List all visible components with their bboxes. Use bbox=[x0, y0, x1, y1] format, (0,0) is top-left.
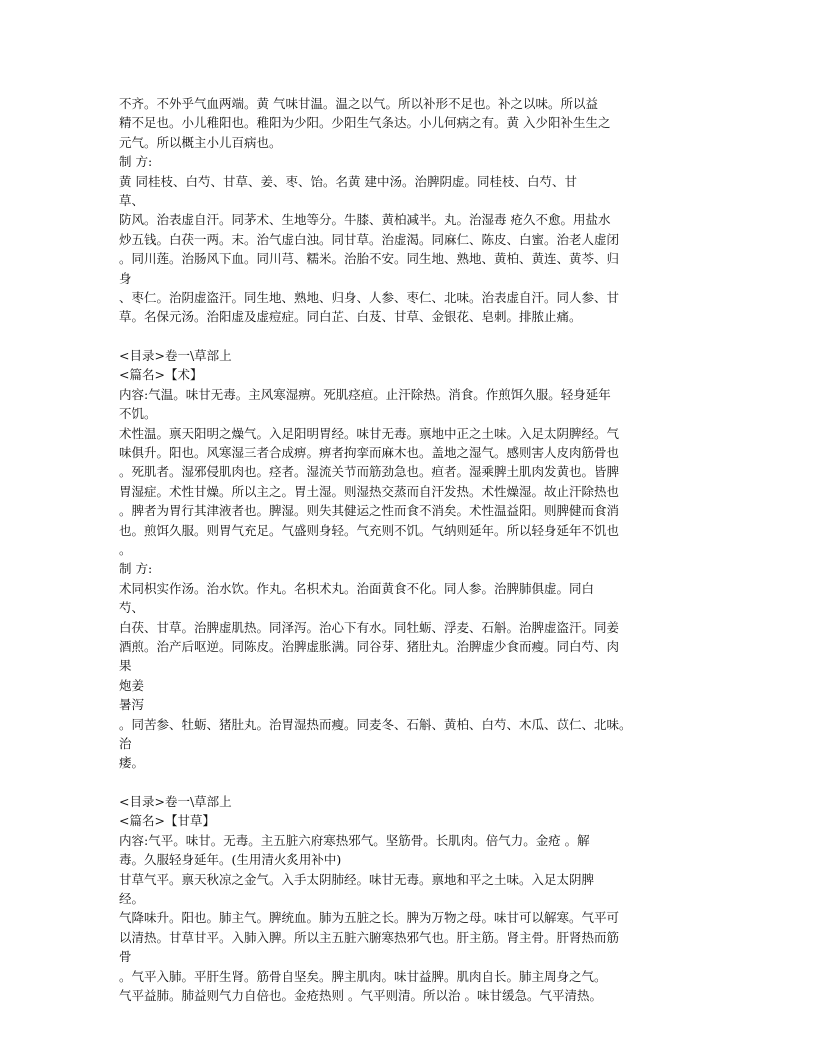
text-line: 精不足也。小儿稚阳也。稚阳为少阳。少阳生气条达。小儿何病之有。黄 入少阳补生生之 bbox=[119, 115, 611, 131]
section-heading bbox=[119, 346, 699, 385]
text-line: 。气平入肺。平肝生肾。筋骨自坚矣。脾主肌肉。味甘益脾。肌肉自长。肺主周身之气。 bbox=[119, 968, 607, 984]
section-intro bbox=[119, 94, 699, 327]
text-line: 治 bbox=[119, 735, 132, 751]
blank-line bbox=[119, 327, 699, 346]
text-line: 气平益肺。肺益则气力自倍也。金疮热则 。气平则清。所以治 。味甘缓急。气平清热。 bbox=[119, 987, 602, 1003]
text-line: 。 bbox=[119, 541, 132, 557]
text-line: 骨 bbox=[119, 949, 132, 965]
text-line: 炒五钱。白茯一两。末。治气虚白浊。同甘草。治虚渴。同麻仁、陈皮、白蜜。治老人虚闭 bbox=[119, 231, 620, 247]
text-line: 术性温。禀天阳明之燥气。入足阳明胃经。味甘无毒。禀地中正之土味。入足太阴脾经。气 bbox=[119, 425, 620, 441]
text-line: 也。煎饵久服。则胃气充足。气盛则身轻。气充则不饥。气纳则延年。所以轻身延年不饥也 bbox=[119, 522, 620, 538]
text-line: 。死肌者。湿邪侵肌肉也。痉者。湿流关节而筋劲急也。疸者。湿乘脾土肌肉发黄也。皆脾 bbox=[119, 464, 620, 480]
text-line: 草。名保元汤。治阳虚及虚痘症。同白芷、白芨、甘草、金银花、皂刺。排脓止痛。 bbox=[119, 309, 582, 325]
text-line: 毒。久服轻身延年。(生用清火炙用补中) bbox=[119, 852, 342, 868]
text-line: 不饥。 bbox=[119, 406, 157, 422]
heading-line: <篇名>【术】 bbox=[119, 367, 203, 383]
text-line: 痿。 bbox=[119, 755, 145, 771]
text-line: 气降味升。阳也。肺主气。脾统血。肺为五脏之长。脾为万物之母。味甘可以解寒。气平可 bbox=[119, 910, 620, 926]
section-body bbox=[119, 385, 699, 773]
text-line: 经。 bbox=[119, 891, 145, 907]
heading-line: <目录>卷一\草部上 bbox=[119, 794, 232, 810]
text-line: 元气。所以概主小儿百病也。 bbox=[119, 134, 282, 150]
text-line: 胃湿症。术性甘燥。所以主之。胃土湿。则湿热交蒸而自汗发热。术性燥湿。故止汗除热也 bbox=[119, 483, 620, 499]
text-line: 术同枳实作汤。治水饮。作丸。名枳术丸。治面黄食不化。同人参。治脾肺俱虚。同白 bbox=[119, 580, 595, 596]
text-line: 果 bbox=[119, 658, 132, 674]
text-line: 炮姜 bbox=[119, 677, 145, 693]
text-line: 白茯、甘草。治脾虚肌热。同泽泻。治心下有水。同牡蛎、浮麦、石斛。治脾虚盗汗。同姜 bbox=[119, 619, 620, 635]
text-line: 。同川莲。治肠风下血。同川芎、糯米。治胎不安。同生地、熟地、黄柏、黄连、黄芩、归 bbox=[119, 251, 620, 267]
blank-line bbox=[119, 773, 699, 792]
heading-line: <篇名>【甘草】 bbox=[119, 813, 215, 829]
text-line: 。脾者为胃行其津液者也。脾湿。则失其健运之性而食不消矣。术性温益阳。则脾健而食消 bbox=[119, 503, 620, 519]
text-line: 防风。治表虚自汗。同茅术、生地等分。牛膝、黄柏减半。丸。治湿毒 疮久不愈。用盐水 bbox=[119, 212, 611, 228]
text-line: 内容:气温。味甘无毒。主风寒湿痹。死肌痉疸。止汗除热。消食。作煎饵久服。轻身延年 bbox=[119, 386, 611, 402]
text-line: 。同苦参、牡蛎、猪肚丸。治胃湿热而瘦。同麦冬、石斛、黄柏、白芍、木瓜、苡仁、北味。 bbox=[119, 716, 632, 732]
text-line: 酒煎。治产后呕逆。同陈皮。治脾虚胀满。同谷芽、猪肚丸。治脾虚少食而瘦。同白芍、肉 bbox=[119, 638, 620, 654]
section-heading bbox=[119, 792, 699, 831]
text-line: 、枣仁。治阴虚盗汗。同生地、熟地、归身、人参、枣仁、北味。治表虚自汗。同人参、甘 bbox=[119, 289, 620, 305]
text-line: 制 方: bbox=[119, 154, 153, 170]
text-line: 黄 同桂枝、白芍、甘草、姜、枣、饴。名黄 建中汤。治脾阴虚。同桂枝、白芍、甘 bbox=[119, 173, 577, 189]
text-line: 暑泻 bbox=[119, 697, 145, 713]
text-line: 甘草气平。禀天秋凉之金气。入手太阴肺经。味甘无毒。禀地和平之土味。入足太阴脾 bbox=[119, 871, 595, 887]
text-line: 芍、 bbox=[119, 600, 145, 616]
heading-line: <目录>卷一\草部上 bbox=[119, 348, 232, 364]
section-zhu bbox=[119, 346, 699, 773]
text-line: 以清热。甘草甘平。入肺入脾。所以主五脏六腑寒热邪气也。肝主筋。肾主骨。肝肾热而筋 bbox=[119, 929, 620, 945]
text-line: 内容:气平。味甘。无毒。主五脏六府寒热邪气。坚筋骨。长肌肉。倍气力。金疮 。解 bbox=[119, 832, 590, 848]
text-line: 味俱升。阳也。风寒湿三者合成痹。痹者拘挛而麻木也。盖地之湿气。感则害人皮肉筋骨也 bbox=[119, 445, 620, 461]
text-line: 身 bbox=[119, 270, 132, 286]
text-line: 制 方: bbox=[119, 561, 153, 577]
text-line: 不齐。不外乎气血两端。黄 气味甘温。温之以气。所以补形不足也。补之以味。所以益 bbox=[119, 96, 598, 111]
document-page bbox=[119, 94, 699, 1005]
section-gancao bbox=[119, 792, 699, 1005]
text-line: 草、 bbox=[119, 192, 145, 208]
section-body bbox=[119, 831, 699, 1006]
